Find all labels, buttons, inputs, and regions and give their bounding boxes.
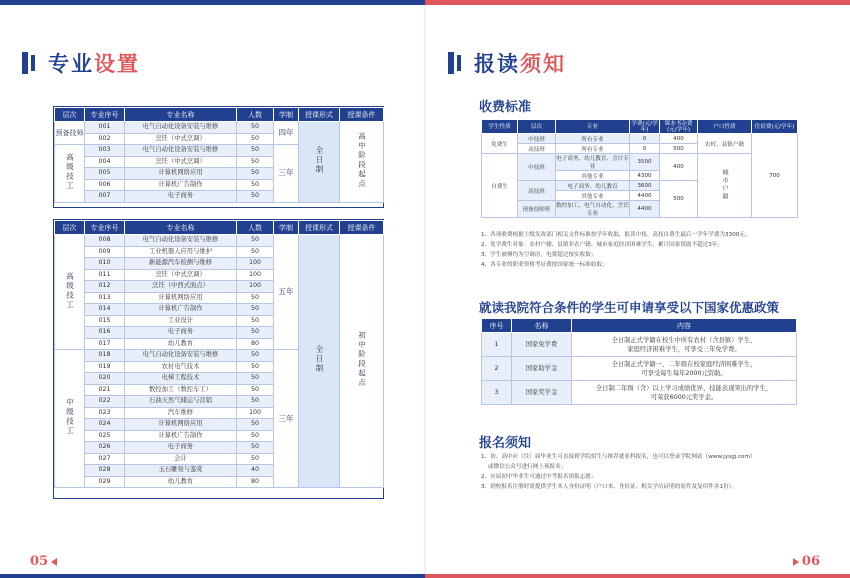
heading-bars-icon bbox=[22, 52, 38, 74]
fee-hukou bbox=[698, 154, 752, 218]
condition-cell bbox=[340, 235, 384, 488]
enroll-note: 3、到校报名注册时需提供学生本人身份证明（户口本、身份证、相关学历证明的原件及复印件各1份）。 bbox=[481, 484, 738, 490]
program-name: 电气自动化设备安装与维修 bbox=[125, 122, 237, 134]
program-table-2 bbox=[54, 220, 384, 488]
left-title-part-b: 设置 bbox=[94, 52, 140, 76]
page-number-left bbox=[30, 554, 57, 569]
program-count: 50 bbox=[237, 442, 274, 454]
program-count: 50 bbox=[237, 396, 274, 408]
mode-cell bbox=[299, 235, 340, 488]
level-cell: 预备技师 bbox=[55, 122, 85, 145]
years-cell: 五年 bbox=[274, 235, 299, 350]
program-name: 数控加工（数控车工） bbox=[125, 384, 237, 396]
header-years: 学制 bbox=[274, 221, 299, 235]
fee-major: 数控加工、电气自动化、烹饪专业 bbox=[556, 201, 630, 218]
fee-level: 预备技师班 bbox=[518, 201, 556, 218]
fee-level: 中技班 bbox=[518, 154, 556, 181]
fee-tuition: 3600 bbox=[630, 181, 660, 191]
program-number: 015 bbox=[85, 315, 125, 327]
header-number: 专业序号 bbox=[85, 108, 125, 122]
program-number: 003 bbox=[85, 145, 125, 157]
policy-number: 3 bbox=[482, 381, 512, 405]
bottom-bar-right bbox=[425, 574, 850, 578]
header-name: 专业名称 bbox=[125, 108, 237, 122]
program-number: 006 bbox=[85, 179, 125, 191]
header-years: 学制 bbox=[274, 108, 299, 122]
fee-major: 电子商务、幼儿教育、会计专业 bbox=[556, 154, 630, 171]
program-name: 烹饪（中式烹调） bbox=[125, 133, 237, 145]
program-name: 电子商务 bbox=[125, 327, 237, 339]
page-number-right-text: 06 bbox=[801, 554, 820, 569]
program-number: 017 bbox=[85, 338, 125, 350]
program-name: 幼儿教育 bbox=[125, 476, 237, 488]
fee-dorm: 700 bbox=[752, 134, 798, 218]
program-count: 100 bbox=[237, 281, 274, 293]
fee-hukou: 农村、县镇户籍 bbox=[698, 134, 752, 154]
program-number: 005 bbox=[85, 168, 125, 180]
page-number-left-text: 05 bbox=[30, 554, 49, 569]
program-number: 004 bbox=[85, 156, 125, 168]
fee-major: 其他专业 bbox=[556, 171, 630, 181]
program-count: 80 bbox=[237, 476, 274, 488]
policy-header-name: 名称 bbox=[512, 319, 572, 333]
left-title-part-a: 专业 bbox=[48, 52, 94, 76]
top-bar-right bbox=[425, 0, 850, 5]
policy-title: 就读我院符合条件的学生可申请享受以下国家优惠政策 bbox=[479, 300, 780, 315]
program-number: 014 bbox=[85, 304, 125, 316]
level-text: 中级技工 bbox=[65, 398, 75, 436]
program-name: 电子商务 bbox=[125, 442, 237, 454]
fee-title: 收费标准 bbox=[479, 100, 532, 115]
program-count: 80 bbox=[237, 338, 274, 350]
program-count: 40 bbox=[237, 465, 274, 477]
level-cell bbox=[55, 235, 85, 350]
program-name: 计算机网络应用 bbox=[125, 168, 237, 180]
policy-header-content: 内容 bbox=[572, 319, 797, 333]
program-number: 025 bbox=[85, 430, 125, 442]
program-count: 50 bbox=[237, 430, 274, 442]
fee-major: 其他专业 bbox=[556, 191, 630, 201]
fee-note: 3、学生被褥均为空调房，电费超过按实收取； bbox=[481, 252, 597, 258]
level-cell bbox=[55, 350, 85, 488]
condition-text: 高中阶段起点 bbox=[357, 131, 367, 189]
program-name: 计算机广告制作 bbox=[125, 430, 237, 442]
policy-name: 国家奖学金 bbox=[512, 381, 572, 405]
header-condition: 授课条件 bbox=[340, 108, 384, 122]
fee-note: 1、各项收费根据上级发改部门相关文件标准按学年收取，报读中技、高技自费生最后一学年学费为3300元。 bbox=[481, 232, 751, 238]
fee-tuition: 4400 bbox=[630, 201, 660, 218]
program-name: 汽车维修 bbox=[125, 407, 237, 419]
program-count: 50 bbox=[237, 453, 274, 465]
policy-header-number: 序号 bbox=[482, 319, 512, 333]
fee-tuition: 0 bbox=[630, 144, 660, 154]
program-name: 会计 bbox=[125, 453, 237, 465]
fee-table bbox=[481, 119, 798, 218]
program-name: 新能源汽车检测与维修 bbox=[125, 258, 237, 270]
fee-books: 500 bbox=[660, 144, 698, 154]
program-number: 029 bbox=[85, 476, 125, 488]
program-count: 50 bbox=[237, 235, 274, 247]
fee-books: 500 bbox=[660, 181, 698, 218]
program-name: 工业机器人应用与维护 bbox=[125, 246, 237, 258]
header-level: 层次 bbox=[55, 108, 85, 122]
program-number: 013 bbox=[85, 292, 125, 304]
left-section-heading bbox=[22, 48, 140, 78]
program-name: 计算机网络应用 bbox=[125, 419, 237, 431]
level-cell bbox=[55, 145, 85, 203]
program-count: 50 bbox=[237, 350, 274, 362]
right-title-part-a: 报读 bbox=[474, 52, 520, 76]
policy-content-line: 全日制正式学籍在校生中所有农村（含县镇）学生、 bbox=[611, 336, 757, 344]
program-table-1 bbox=[54, 107, 384, 203]
program-name: 幼儿教育 bbox=[125, 338, 237, 350]
fee-paid-label: 自费生 bbox=[482, 154, 518, 218]
program-name: 玉石雕刻与鉴赏 bbox=[125, 465, 237, 477]
program-name: 石油天然气储运与营销 bbox=[125, 396, 237, 408]
arrow-left-icon bbox=[51, 558, 57, 566]
program-count: 50 bbox=[237, 384, 274, 396]
program-name: 烹饪（中式烹调） bbox=[125, 156, 237, 168]
program-count: 50 bbox=[237, 156, 274, 168]
fee-header-level: 层次 bbox=[518, 120, 556, 134]
program-number: 020 bbox=[85, 373, 125, 385]
years-cell: 四年 bbox=[274, 122, 299, 145]
program-number: 011 bbox=[85, 269, 125, 281]
program-number: 028 bbox=[85, 465, 125, 477]
policy-content-line: 全日制二年级（含）以上学习成绩优异、技能表现突出的学生， bbox=[595, 384, 773, 392]
fee-level: 高技班 bbox=[518, 144, 556, 154]
program-name: 工业设计 bbox=[125, 315, 237, 327]
fee-note: 2、免学费生对象：农村户籍、县镇非农户籍、城市家庭经济困难学生，累计国家资助不超过3年； bbox=[481, 242, 724, 248]
program-number: 018 bbox=[85, 350, 125, 362]
fee-major: 所有专业 bbox=[556, 134, 630, 144]
policy-content-line: 可享受每生每年2000元资助。 bbox=[641, 369, 727, 377]
program-name: 电气自动化设备安装与维修 bbox=[125, 145, 237, 157]
program-number: 008 bbox=[85, 235, 125, 247]
bottom-bar-left bbox=[0, 574, 425, 578]
program-count: 50 bbox=[237, 419, 274, 431]
enroll-title: 报名须知 bbox=[479, 436, 532, 451]
mode-text: 全日制 bbox=[315, 345, 324, 374]
program-count: 50 bbox=[237, 292, 274, 304]
program-number: 012 bbox=[85, 281, 125, 293]
fee-header-major: 专业 bbox=[556, 120, 630, 134]
heading-bars-icon bbox=[448, 52, 464, 74]
program-number: 001 bbox=[85, 122, 125, 134]
fee-tuition: 4300 bbox=[630, 171, 660, 181]
program-count: 50 bbox=[237, 315, 274, 327]
program-number: 002 bbox=[85, 133, 125, 145]
policy-content-line: 家庭经济困难学生，可享受三年免学费。 bbox=[627, 345, 741, 353]
top-bar-left bbox=[0, 0, 425, 5]
policy-name: 国家免学费 bbox=[512, 333, 572, 357]
program-number: 010 bbox=[85, 258, 125, 270]
program-count: 50 bbox=[237, 179, 274, 191]
program-count: 50 bbox=[237, 145, 274, 157]
fee-free-label: 免费生 bbox=[482, 134, 518, 154]
fee-tuition: 4400 bbox=[630, 191, 660, 201]
program-count: 50 bbox=[237, 246, 274, 258]
program-count: 50 bbox=[237, 304, 274, 316]
fee-header-dorm: 住宿费(元/学年) bbox=[752, 120, 798, 134]
enroll-note: 或微信公众号进行网上预报名； bbox=[488, 464, 567, 470]
program-name: 农村电气技术 bbox=[125, 361, 237, 373]
header-mode: 授课形式 bbox=[299, 108, 340, 122]
program-count: 100 bbox=[237, 269, 274, 281]
fee-major: 所有专业 bbox=[556, 144, 630, 154]
years-cell: 三年 bbox=[274, 350, 299, 488]
enroll-notes bbox=[481, 452, 811, 492]
fee-level: 高技班 bbox=[518, 181, 556, 201]
level-text: 高级技工 bbox=[65, 152, 75, 191]
program-name: 电气自动化设备安装与维修 bbox=[125, 350, 237, 362]
header-count: 人数 bbox=[237, 108, 274, 122]
header-condition: 授课条件 bbox=[340, 221, 384, 235]
program-name: 电气自动化设备安装与维修 bbox=[125, 235, 237, 247]
program-number: 019 bbox=[85, 361, 125, 373]
program-count: 50 bbox=[237, 327, 274, 339]
mode-text: 全日制 bbox=[315, 146, 324, 175]
condition-text: 初中阶段起点 bbox=[357, 331, 367, 388]
fee-header-tuition: 学费(元/学年) bbox=[631, 120, 658, 133]
program-number: 027 bbox=[85, 453, 125, 465]
program-number: 022 bbox=[85, 396, 125, 408]
program-name: 计算机广告制作 bbox=[125, 179, 237, 191]
level-text: 高级技工 bbox=[65, 271, 75, 310]
policy-table bbox=[481, 318, 797, 405]
mode-cell bbox=[299, 122, 340, 203]
program-count: 50 bbox=[237, 361, 274, 373]
arrow-right-icon bbox=[793, 558, 799, 566]
program-name: 烹饪（中式烹调） bbox=[125, 269, 237, 281]
program-number: 021 bbox=[85, 384, 125, 396]
fee-hukou-text: 城市户籍 bbox=[721, 168, 728, 201]
header-count: 人数 bbox=[237, 221, 274, 235]
enroll-note: 2、应届初中毕业生可通过中考报名填报志愿； bbox=[481, 474, 597, 480]
policy-content-line: 可荣获6000元奖学金。 bbox=[650, 393, 718, 401]
program-number: 007 bbox=[85, 191, 125, 203]
policy-content bbox=[572, 357, 797, 381]
program-number: 016 bbox=[85, 327, 125, 339]
program-count: 50 bbox=[237, 191, 274, 203]
program-number: 009 bbox=[85, 246, 125, 258]
fee-tuition: 3500 bbox=[630, 154, 660, 171]
program-number: 023 bbox=[85, 407, 125, 419]
enroll-note: 1、初、高中应（往）届毕业生可直接到学院招生与推荐就业科报名，也可以登录学院网站（www.jysgj.com） bbox=[481, 454, 756, 460]
policy-content bbox=[572, 333, 797, 357]
program-count: 50 bbox=[237, 122, 274, 134]
program-name: 烹饪（中西式面点） bbox=[125, 281, 237, 293]
fee-major: 电子商务、幼儿教育 bbox=[556, 181, 630, 191]
policy-content-line: 全日制正式学籍一、二年级在校家庭经济困难学生， bbox=[611, 360, 757, 368]
header-mode: 授课形式 bbox=[299, 221, 340, 235]
fee-tuition: 0 bbox=[630, 134, 660, 144]
program-count: 100 bbox=[237, 407, 274, 419]
page-spine bbox=[424, 5, 426, 574]
policy-number: 1 bbox=[482, 333, 512, 357]
program-number: 026 bbox=[85, 442, 125, 454]
fee-header-hukou: 户口性质 bbox=[698, 120, 752, 134]
program-number: 024 bbox=[85, 419, 125, 431]
program-name: 电梯工程技术 bbox=[125, 373, 237, 385]
policy-name: 国家助学金 bbox=[512, 357, 572, 381]
right-title-part-b: 须知 bbox=[520, 52, 566, 76]
program-name: 计算机网络应用 bbox=[125, 292, 237, 304]
header-number: 专业序号 bbox=[85, 221, 125, 235]
program-count: 50 bbox=[237, 168, 274, 180]
header-name: 专业名称 bbox=[125, 221, 237, 235]
condition-cell bbox=[340, 122, 384, 203]
policy-number: 2 bbox=[482, 357, 512, 381]
program-name: 计算机广告制作 bbox=[125, 304, 237, 316]
fee-header-books: 课本书杂费(元/学年) bbox=[660, 120, 698, 134]
program-count: 50 bbox=[237, 373, 274, 385]
policy-content bbox=[572, 381, 797, 405]
header-level: 层次 bbox=[55, 221, 85, 235]
right-section-heading bbox=[448, 48, 566, 78]
fee-notes bbox=[481, 230, 811, 270]
program-count: 50 bbox=[237, 133, 274, 145]
fee-header-type: 学生性质 bbox=[482, 120, 518, 134]
years-cell: 三年 bbox=[274, 145, 299, 203]
program-name: 电子商务 bbox=[125, 191, 237, 203]
fee-books: 400 bbox=[660, 134, 698, 144]
fee-note: 4、各专业的职业资格考证费按国家统一标准收取； bbox=[481, 262, 608, 268]
fee-books: 400 bbox=[660, 154, 698, 181]
program-count: 100 bbox=[237, 258, 274, 270]
fee-level: 中技班 bbox=[518, 134, 556, 144]
page-number-right bbox=[793, 554, 820, 569]
